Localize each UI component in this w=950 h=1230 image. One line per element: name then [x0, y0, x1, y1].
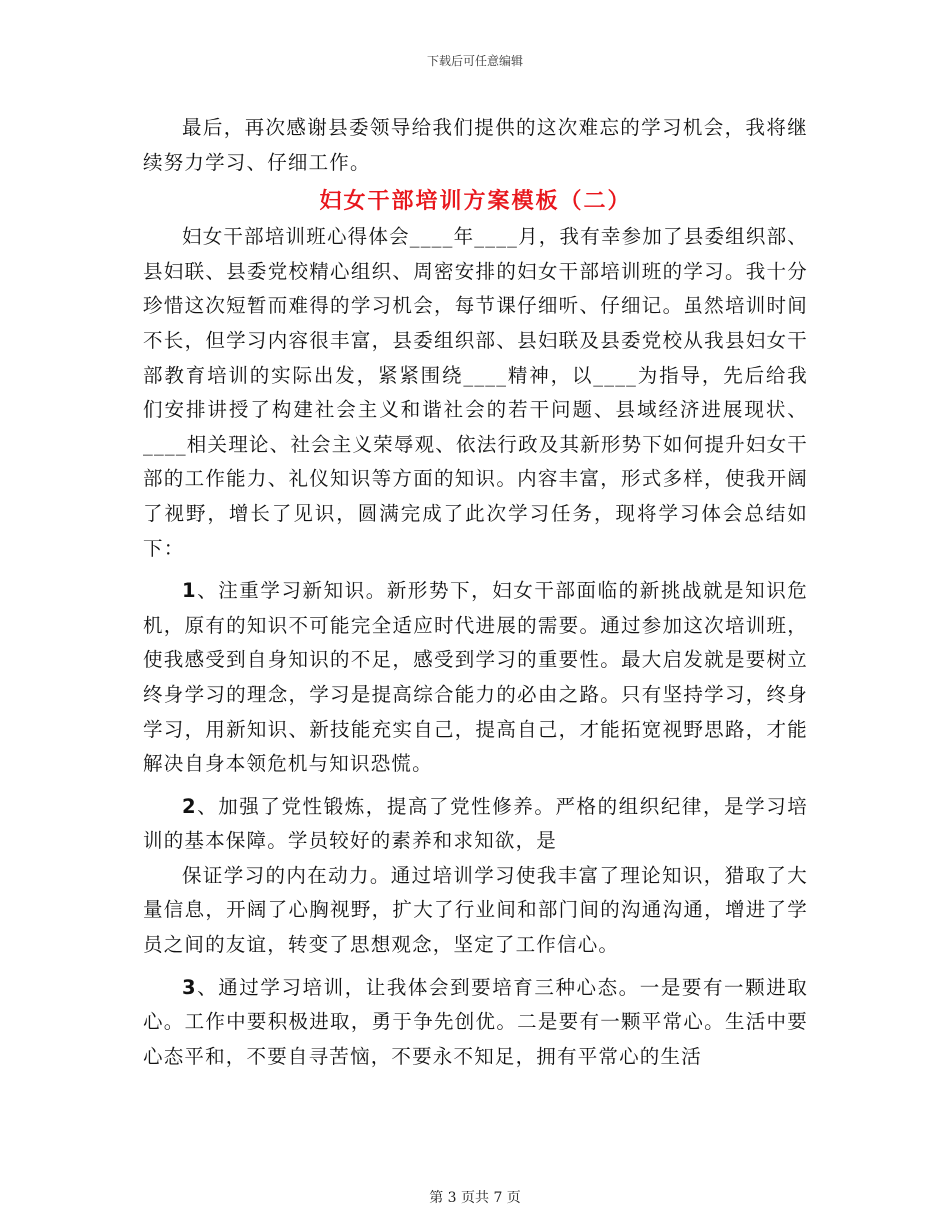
intro-paragraph: 妇女干部培训班心得体会____年____月，我有幸参加了县委组织部、县妇联、县委党校精心组织、周密安排的妇女干部培训班的学习。我十分珍惜这次短暂而难得的学习机会，每节课仔细听、仔细记。虽然培训时间不长，但学习内容很丰富，县委组织部、县妇联及县委党校从我县妇女干部教育培训的实际出发，紧紧围绕____精神，以____为指导，先后给我们安排讲授了构建社会主义和谐社会的若干问题、县域经济进展现状、____相关理论、社会主义荣辱观、依法行政及其新形势下如何提升妇女干部的工作能力、礼仪知识等方面的知识。内容丰富，形式多样，使我开阔了视野，增长了见识，圆满完成了此次学习任务，现将学习体会总结如下：	[143, 225, 808, 560]
closing-paragraph: 最后，再次感谢县委领导给我们提供的这次难忘的学习机会，我将继续努力学习、仔细工作。	[143, 116, 808, 174]
point-3-number: 3	[182, 975, 197, 999]
page-number-footer: 第 3 页共 7 页	[429, 1190, 521, 1206]
point-1-paragraph	[143, 574, 808, 782]
point-1-text: 、注重学习新知识。新形势下，妇女干部面临的新挑战就是知识危机，原有的知识不可能完全适应时代进展的需要。通过参加这次培训班，使我感受到自身知识的不足，感受到学习的重要性。最大启发就是要树立终身学习的理念，学习是提高综合能力的必由之路。只有坚持学习，终身学习，用新知识、新技能充实自己，提高自己，才能拓宽视野思路，才能解决自身本领危机与知识恐慌。	[143, 579, 808, 776]
document-body	[143, 111, 808, 1074]
point-3-paragraph	[143, 971, 808, 1075]
page-header-note: 下载后可任意编辑	[426, 54, 523, 68]
point-2-text: 、加强了党性锻炼，提高了党性修养。严格的组织纪律，是学习培训的基本保障。学员较好的素养和求知欲，是	[143, 794, 808, 853]
section-title: 妇女干部培训方案模板（二）	[319, 188, 632, 215]
point-2-paragraph	[143, 790, 808, 859]
continuation-paragraph: 保证学习的内在动力。通过培训学习使我丰富了理论知识，猎取了大量信息，开阔了心胸视野，扩大了行业间和部门间的沟通沟通，增进了学员之间的友谊，转变了思想观念，坚定了工作信心。	[143, 863, 808, 957]
point-3-text: 、通过学习培训，让我体会到要培育三种心态。一是要有一颗进取心。工作中要积极进取，勇于争先创优。二是要有一颗平常心。生活中要心态平和，不要自寻苦恼，不要永不知足，拥有平常心的生活	[143, 975, 808, 1068]
point-1-number: 1	[182, 579, 197, 603]
point-2-number: 2	[182, 794, 197, 818]
